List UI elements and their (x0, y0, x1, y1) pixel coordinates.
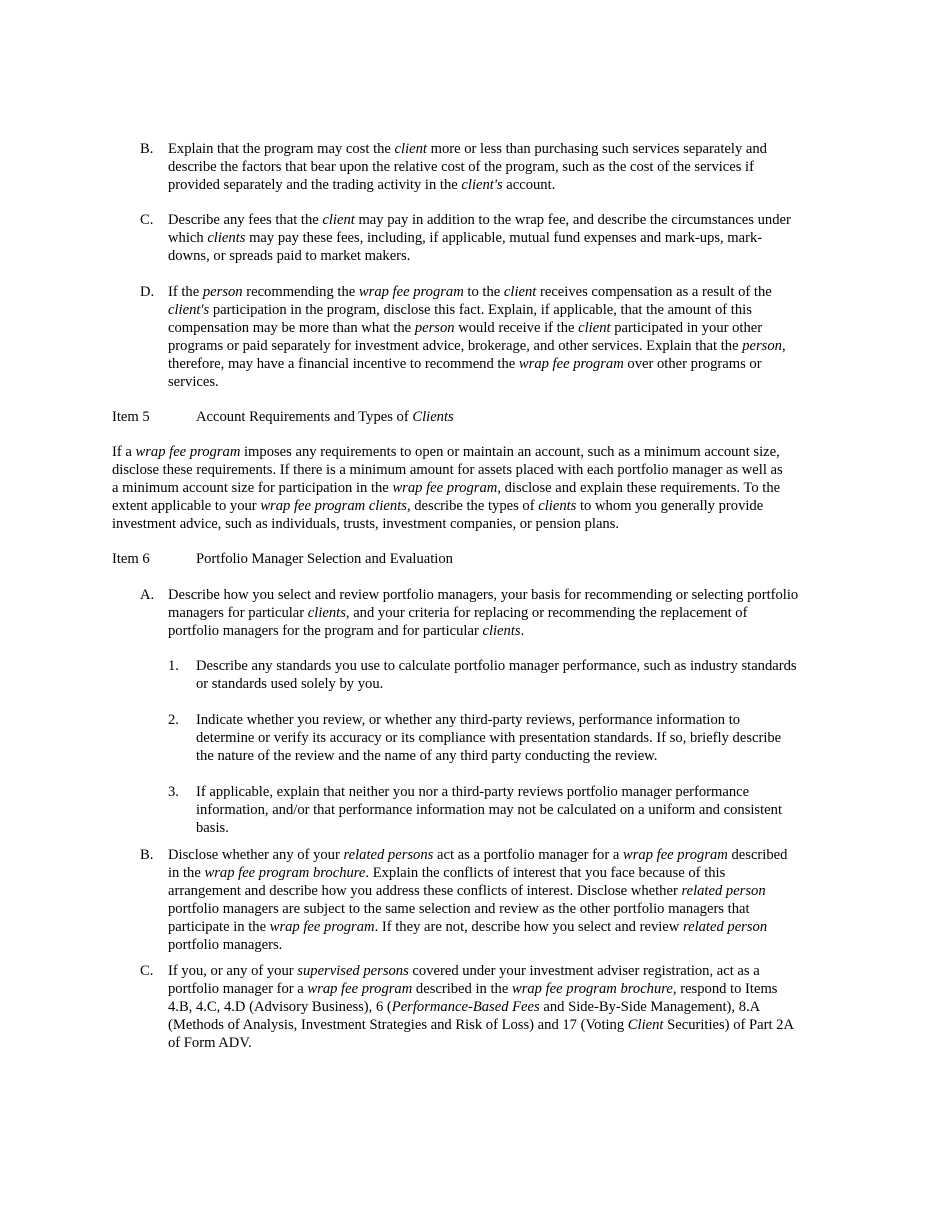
text-line (168, 936, 787, 954)
text-line (168, 900, 787, 918)
text-run: . (520, 623, 525, 639)
item4-d-text (168, 283, 786, 391)
text-line (168, 980, 794, 998)
item6-a-label: A. (140, 587, 155, 603)
text-run: participation in the program, disclose this fact. Explain, if applicable, that the amount of this (209, 302, 752, 318)
text-run: Securities) of Part 2A (663, 1017, 794, 1033)
text-run: or standards used solely by you. (196, 676, 384, 692)
text-run: to the (463, 284, 504, 300)
text-run: provided separately and the trading activity in the (168, 177, 462, 193)
item6-c-label: C. (140, 963, 154, 979)
item4-b-label: B. (140, 141, 154, 157)
text-run: , (781, 338, 786, 354)
text-run: basis. (196, 820, 229, 836)
text-run: would receive if the (454, 320, 579, 336)
text-run: participate in the (168, 919, 270, 935)
italic-term: wrap fee program (622, 847, 728, 863)
text-run: extent applicable to your (112, 498, 261, 514)
italic-term: clients (538, 498, 577, 514)
text-run: account. (502, 177, 556, 193)
item4-d-label: D. (140, 284, 155, 300)
text-line (168, 1034, 794, 1052)
text-line (168, 140, 767, 158)
italic-term: Performance-Based Fees (391, 999, 540, 1015)
italic-term: related person (681, 883, 766, 899)
text-line (112, 461, 783, 479)
italic-term: client (322, 212, 355, 228)
text-line (168, 622, 798, 640)
text-run: If applicable, explain that neither you nor a third-party reviews portfolio manager performance (196, 784, 750, 800)
item6-number: Item 6 (112, 551, 150, 567)
text-run: . If they are not, describe how you select and review (374, 919, 683, 935)
italic-term: related person (682, 919, 768, 935)
text-run: may pay in addition to the wrap fee, and describe the circumstances under (354, 212, 791, 228)
text-run: , respond to Items (672, 981, 778, 997)
text-line (168, 882, 787, 900)
text-run: investment advice, such as individuals, trusts, investment companies, or pension plans. (112, 516, 620, 532)
text-line (168, 319, 786, 337)
text-line (196, 819, 782, 837)
item6-a-3-label: 3. (168, 784, 179, 800)
italic-term: clients (482, 623, 521, 639)
text-run: imposes any requirements to open or maintain an account, such as a minimum account size, (240, 444, 780, 460)
text-line (196, 711, 781, 729)
text-line (168, 229, 791, 247)
text-run: therefore, may have a financial incentive to recommend the (168, 356, 519, 372)
text-run: If you, or any of your (168, 963, 298, 979)
text-run: If a (112, 444, 136, 460)
text-line (112, 479, 783, 497)
text-run: portfolio managers for the program and for particular (168, 623, 483, 639)
text-run: Describe how you select and review portfolio managers, your basis for recommending or selecting portfolio (168, 587, 799, 603)
text-run: portfolio managers are subject to the same selection and review as the other portfolio managers that (168, 901, 750, 917)
item6-a-1-text (196, 657, 797, 693)
text-run: 4.B, 4.C, 4.D (Advisory Business), 6 ( (168, 999, 392, 1015)
text-run: portfolio manager for a (168, 981, 308, 997)
text-line (168, 1016, 794, 1034)
item5-number: Item 5 (112, 409, 150, 425)
text-run: of Form ADV. (168, 1035, 252, 1051)
text-run: compensation may be more than what the (168, 320, 415, 336)
text-run: described in the (412, 981, 512, 997)
italic-term: client (578, 320, 611, 336)
text-line (168, 247, 791, 265)
text-line (196, 729, 781, 747)
item6-a-2-label: 2. (168, 712, 179, 728)
text-line (168, 962, 794, 980)
text-run: in the (168, 865, 205, 881)
text-run: information, and/or that performance information may not be calculated on a uniform and consistent (196, 802, 782, 818)
italic-term: wrap fee program (307, 981, 413, 997)
text-line (196, 675, 797, 693)
text-line (168, 998, 794, 1016)
text-run: portfolio managers. (168, 937, 283, 953)
text-run: determine or verify its accuracy or its compliance with presentation standards. If so, briefly describe (196, 730, 782, 746)
italic-term: client (503, 284, 537, 300)
italic-term: client's (168, 302, 210, 318)
text-line (112, 443, 783, 461)
text-run: describe the factors that bear upon the relative cost of the program, such as the cost of the services if (168, 159, 754, 175)
italic-term: wrap fee program brochure (204, 865, 366, 881)
item5-title-italic: Clients (412, 409, 454, 425)
text-line (168, 918, 787, 936)
text-run: Explain that the program may cost the (168, 141, 395, 157)
item6-a-text (168, 586, 798, 640)
text-run: described (727, 847, 788, 863)
item4-c-text (168, 211, 791, 265)
text-line (168, 355, 786, 373)
italic-term: supervised persons (297, 963, 409, 979)
item6-b-label: B. (140, 847, 154, 863)
text-run: . Explain the conflicts of interest that you face because of this (365, 865, 726, 881)
italic-term: Client (627, 1017, 664, 1033)
italic-term: wrap fee program (392, 480, 498, 496)
text-run: may pay these fees, including, if applicable, mutual fund expenses and mark-ups, mark- (245, 230, 763, 246)
italic-term: wrap fee program clients (260, 498, 407, 514)
italic-term: wrap fee program (518, 356, 624, 372)
item6-b-text (168, 846, 787, 954)
item6-c-text (168, 962, 794, 1052)
text-run: more or less than purchasing such services separately and (426, 141, 767, 157)
item5-title-text: Account Requirements and Types of (196, 409, 413, 425)
text-run: programs or paid separately for investment advice, brokerage, and other services. Explain that the (168, 338, 743, 354)
text-run: services. (168, 374, 219, 390)
text-run: Describe any fees that the (168, 212, 323, 228)
item5-paragraph (112, 443, 783, 533)
text-line (112, 515, 783, 533)
text-line (168, 211, 791, 229)
text-line (196, 747, 781, 765)
item6-a-1-label: 1. (168, 658, 179, 674)
text-line (196, 783, 782, 801)
text-run: Indicate whether you review, or whether any third-party reviews, performance information to (196, 712, 741, 728)
italic-term: person (414, 320, 455, 336)
item6-title: Portfolio Manager Selection and Evaluation (196, 551, 453, 567)
text-run: managers for particular (168, 605, 308, 621)
italic-term: wrap fee program (358, 284, 464, 300)
item5-title (196, 408, 454, 426)
italic-term: person (742, 338, 782, 354)
text-line (168, 864, 787, 882)
italic-term: clients (207, 230, 246, 246)
item4-b-text (168, 140, 767, 194)
text-run: act as a portfolio manager for a (433, 847, 623, 863)
text-run: recommending the (242, 284, 359, 300)
italic-term: client's (461, 177, 503, 193)
text-run: Describe any standards you use to calculate portfolio manager performance, such as industry standards (196, 658, 797, 674)
text-run: receives compensation as a result of the (536, 284, 772, 300)
text-line (168, 373, 786, 391)
italic-term: clients (307, 605, 346, 621)
text-run: Disclose whether any of your (168, 847, 344, 863)
text-run: disclose these requirements. If there is a minimum amount for assets placed with each portfolio manager as well as (112, 462, 783, 478)
text-run: the nature of the review and the name of any third party conducting the review. (196, 748, 658, 764)
text-line (168, 283, 786, 301)
italic-term: related persons (343, 847, 434, 863)
text-line (168, 158, 767, 176)
text-line (112, 497, 783, 515)
text-run: which (168, 230, 208, 246)
italic-term: wrap fee program (269, 919, 375, 935)
item4-c-label: C. (140, 212, 154, 228)
text-run: a minimum account size for participation in the (112, 480, 393, 496)
text-run: covered under your investment adviser registration, act as a (408, 963, 760, 979)
text-run: (Methods of Analysis, Investment Strategies and Risk of Loss) and 17 (Voting (168, 1017, 628, 1033)
text-line (168, 586, 798, 604)
text-line (168, 604, 798, 622)
text-run: and Side-By-Side Management), 8.A (539, 999, 761, 1015)
text-run: , disclose and explain these requirements. To the (497, 480, 781, 496)
italic-term: person (202, 284, 243, 300)
italic-term: wrap fee program brochure (511, 981, 673, 997)
text-run: to whom you generally provide (576, 498, 764, 514)
text-line (168, 846, 787, 864)
text-line (168, 301, 786, 319)
text-line (168, 337, 786, 355)
item6-a-3-text (196, 783, 782, 837)
text-line (196, 657, 797, 675)
text-line (168, 176, 767, 194)
italic-term: wrap fee program (135, 444, 241, 460)
text-line (196, 801, 782, 819)
text-run: over other programs or (623, 356, 762, 372)
text-run: , describe the types of (406, 498, 539, 514)
text-run: downs, or spreads paid to market makers. (168, 248, 411, 264)
italic-term: client (394, 141, 427, 157)
text-run: , and your criteria for replacing or recommending the replacement of (345, 605, 748, 621)
text-run: If the (168, 284, 203, 300)
item6-a-2-text (196, 711, 781, 765)
text-run: participated in your other (610, 320, 763, 336)
text-run: arrangement and describe how you address these conflicts of interest. Disclose whether (168, 883, 682, 899)
